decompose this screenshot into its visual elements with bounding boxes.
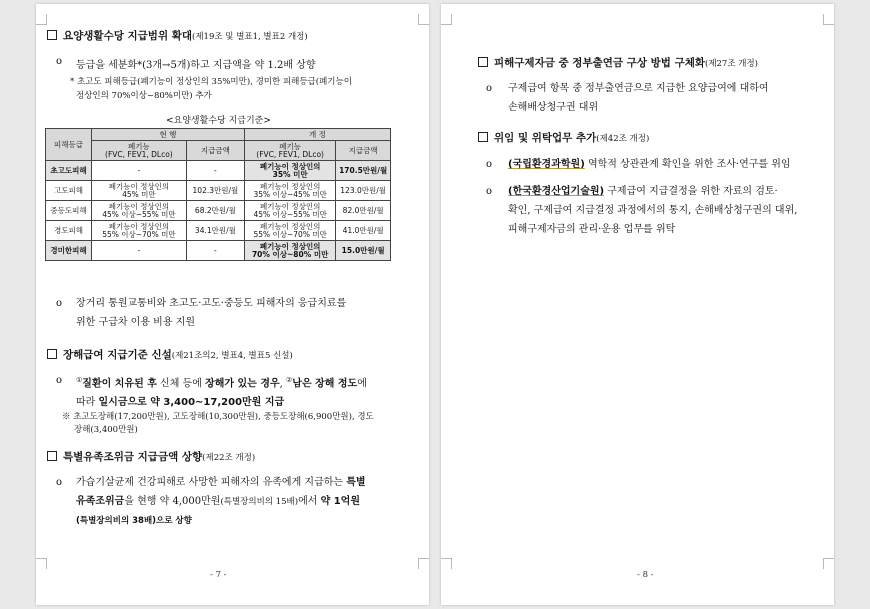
section-heading-government-fund: 피해구제자금 중 정부출연금 구상 방법 구체화(제27조 개정) bbox=[478, 55, 758, 70]
page-number: - 8 - bbox=[637, 570, 654, 580]
bullet-item: o 가습기살균제 건강피해로 사망한 피해자의 유족에게 지급하는 특별 유족조위금을 현행 약 4,000만원(특별장의비의 15배)에서 약 1억원 (특별장의비의 38배)으로 상향 bbox=[56, 473, 366, 531]
crop-mark bbox=[418, 14, 429, 25]
header-lung: 폐기능 (FVC, FEV1, DLco) bbox=[244, 141, 335, 161]
crop-mark bbox=[36, 558, 47, 569]
crop-mark bbox=[418, 558, 429, 569]
circle-bullet-icon: o bbox=[56, 375, 63, 386]
checkbox-square-icon bbox=[478, 57, 488, 67]
section-heading-disability-benefit: 장해급여 지급기준 신설(제21조의2, 별표4, 별표5 신설) bbox=[47, 347, 293, 362]
bullet-item: o ①질환이 치유된 후 신체 등에 장해가 있는 경우, ②남은 장해 정도에 따라 일시금으로 약 3,400∼17,200만원 지급 bbox=[56, 371, 367, 412]
bullet-item: o (국립환경과학원) 역학적 상관관계 확인을 위한 조사·연구를 위임 bbox=[486, 155, 791, 174]
checkbox-square-icon bbox=[47, 451, 57, 461]
header-revised: 개 정 bbox=[244, 129, 390, 141]
checkbox-square-icon bbox=[478, 132, 488, 142]
table-row: 중등도피해 폐기능이 정상인의 45% 이상~55% 미만 68.2만원/월 폐기능이 정상인의 45% 이상~55% 미만 82.0만원/월 bbox=[46, 201, 391, 221]
table-caption: <요양생활수당 지급기준> bbox=[166, 116, 271, 126]
table-row: 고도피해 폐기능이 정상인의 45% 미만 102.3만원/월 폐기능이 정상인의 35% 이상~45% 미만 123.0만원/월 bbox=[46, 181, 391, 201]
document-page-8 bbox=[441, 4, 834, 605]
bullet-item: o (한국환경산업기술원) 구제급여 지급결정을 위한 자료의 검토· 확인, 구제급여 지급결정 과정에서의 통지, 손해배상청구권의 대위, 피해구제자금의 관리·운용 업무를 위탁 bbox=[486, 182, 797, 239]
header-current: 현 행 bbox=[91, 129, 244, 141]
table-row: 경미한피해 - - 폐기능이 정상인의 70% 이상~80% 미만 15.0만원/월 bbox=[46, 241, 391, 261]
bullet-item: o 장거리 통원교통비와 초고도·고도·중등도 피해자의 응급치료를 위한 구급차 이용 비용 지원 bbox=[56, 294, 346, 332]
circle-bullet-icon: o bbox=[56, 298, 63, 309]
circle-bullet-icon: o bbox=[486, 159, 493, 170]
circle-bullet-icon: o bbox=[56, 56, 63, 67]
section-heading-condolence: 특별유족조위금 지급금액 상향(제22조 개정) bbox=[47, 449, 255, 464]
crop-mark bbox=[441, 14, 452, 25]
crop-mark bbox=[441, 558, 452, 569]
page-number: - 7 - bbox=[210, 570, 227, 580]
table-row: 경도피해 폐기능이 정상인의 55% 이상~70% 미만 34.1만원/월 폐기능이 정상인의 55% 이상~70% 미만 41.0만원/월 bbox=[46, 221, 391, 241]
allowance-table bbox=[45, 128, 391, 261]
header-lung: 폐기능 (FVC, FEV1, DLco) bbox=[91, 141, 186, 161]
crop-mark bbox=[36, 14, 47, 25]
checkbox-square-icon bbox=[47, 349, 57, 359]
checkbox-square-icon bbox=[47, 30, 57, 40]
note-line: ※ 초고도장해(17,200만원), 고도장해(10,300만원), 중등도장해(6,900만원), 경도 bbox=[62, 412, 374, 422]
note-line: 정상인의 70%이상~80%미만) 추가 bbox=[76, 91, 212, 101]
header-grade: 피해등급 bbox=[46, 129, 92, 161]
note-line: * 초고도 피해등급(폐기능이 정상인의 35%미만), 경미한 피해등급(폐기능이 bbox=[70, 77, 352, 87]
crop-mark bbox=[823, 558, 834, 569]
circle-bullet-icon: o bbox=[486, 83, 493, 94]
table-row: 초고도피해 - - 폐기능이 정상인의 35% 미만 170.5만원/월 bbox=[46, 161, 391, 181]
bullet-item: o 등급을 세분화*(3개→5개)하고 지급액을 약 1.2배 상향 bbox=[56, 56, 316, 71]
section-heading-delegation: 위임 및 위탁업무 추가(제42조 개정) bbox=[478, 130, 649, 145]
note-line: 장해(3,400만원) bbox=[74, 425, 138, 435]
circle-bullet-icon: o bbox=[486, 186, 493, 197]
header-amount: 지급금액 bbox=[186, 141, 244, 161]
header-amount: 지급금액 bbox=[336, 141, 391, 161]
section-heading-care-allowance: 요양생활수당 지급범위 확대(제19조 및 별표1, 별표2 개정) bbox=[47, 28, 308, 43]
bullet-item: o 구제급여 항목 중 정부출연금으로 지급한 요양급여에 대하여 손해배상청구권 대위 bbox=[486, 79, 769, 117]
circle-bullet-icon: o bbox=[56, 477, 63, 488]
document-page-7 bbox=[36, 4, 429, 605]
crop-mark bbox=[823, 14, 834, 25]
